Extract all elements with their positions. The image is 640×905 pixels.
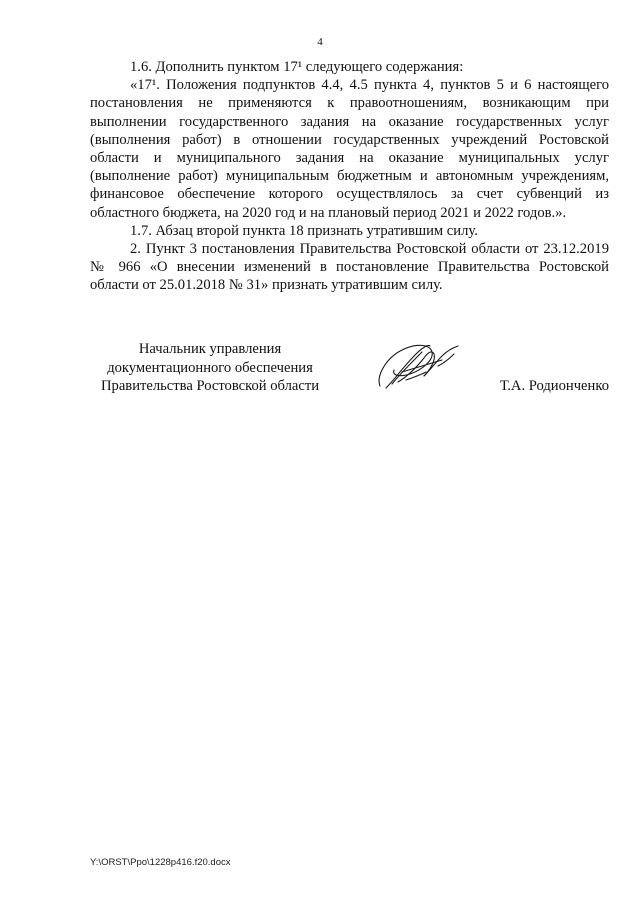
paragraph-1-6: 1.6. Дополнить пунктом 17¹ следующего содержания:	[130, 59, 464, 75]
signatory-title-line-1: Начальник управления	[138, 341, 282, 357]
signature-block	[90, 340, 609, 400]
signatory-title-line-3: Правительства Ростовской области	[100, 378, 320, 394]
page-number: 4	[317, 36, 323, 48]
paragraph-1-7: 1.7. Абзац второй пункта 18 признать утратившим силу.	[130, 222, 478, 239]
footer-file-path: Y:\ORST\Ppo\1228p416.f20.docx	[90, 857, 231, 868]
signatory-title	[90, 340, 330, 396]
document-body	[90, 58, 609, 295]
signatory-title-line-2: документационного обеспечения	[107, 359, 313, 376]
paragraph-17-1: «17¹. Положения подпунктов 4.4, 4.5 пункта 4, пунктов 5 и 6 настоящего постановления не применяются к правоотношениям, возникающим при выполнении государственного задания на оказание государственных услуг (выполнения работ) в отношении государственных учреждений Ростовской области и муниципального задания на оказание муниципальных услуг (выполнение работ) муниципальным бюджетным и автономным учреждениям, финансовое обеспечение которого осуществлялось за счет субвенций из областного бюджета, на 2020 год и на плановый период 2021 и 2022 годов.».	[90, 77, 609, 221]
handwritten-signature	[372, 336, 468, 396]
paragraph-2: 2. Пункт 3 постановления Правительства Ростовской области от 23.12.2019 № 966 «О внесении изменений в постановление Правительства Ростовской области от 25.01.2018 № 31» признать утратившим силу.	[90, 241, 609, 294]
signatory-name: Т.А. Родионченко	[499, 378, 609, 394]
